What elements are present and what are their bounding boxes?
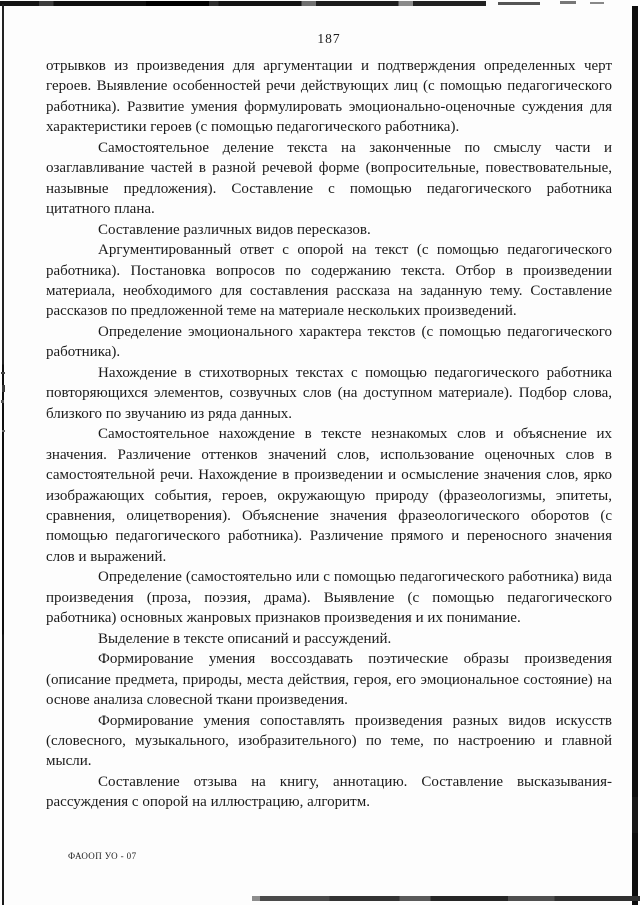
paragraph: Нахождение в стихотворных текстах с помощью педагогического работника повторяющихся элементов, созвучных слов (на доступном материале). Подбор слова, близкого по звучанию из ряда данных. [46,364,612,422]
scan-edge-right [632,6,638,905]
paragraph: Формирование умения сопоставлять произведения разных видов искусств (словесного, музыкального, изобразительного) по теме, по настроению и главной мысли. [46,712,612,770]
scan-speck [1,400,4,403]
paragraph: Составление отзыва на книгу, аннотацию. Составление высказывания-рассуждения с опорой на иллюстрацию, алгоритм. [46,773,612,811]
scan-speck [2,385,5,392]
document-body [46,56,612,813]
paragraph: Самостоятельное деление текста на законченные по смыслу части и озаглавливание частей в разной речевой форме (вопросительные, повествовательные, назывные предложения). Составление с помощью педагогического работника цитатного плана. [46,139,612,218]
scan-edge-top-dash [560,1,576,4]
paragraph: Выделение в тексте описаний и рассуждений. [98,630,392,647]
page-number: 187 [317,31,341,46]
scan-edge-left [2,4,4,905]
paragraph: Определение (самостоятельно или с помощью педагогического работника) вида произведения (проза, поэзия, драма). Выявление (с помощью педагогического работника) основных жанровых признаков произведения и их понимание. [46,569,612,627]
scan-edge-top [0,1,486,6]
scan-edge-bottom [252,896,640,901]
paragraph: Определение эмоционального характера текстов (с помощью педагогического работника). [46,323,612,361]
paragraph: Самостоятельное нахождение в тексте незнакомых слов и объяснение их значения. Различение оттенков значений слов, использование оценочных слов в самостоятельной речи. Нахождение в произведении и осмысление значения слов, ярко изображающих события, героев, окружающую природу (фразеологизмы, эпитеты, сравнения, олицетворения). Объяснение значения фразеологического оборотов (с помощью педагогического работника). Различение прямого и переносного значения слов и выражений. [46,426,612,565]
paragraph: Аргументированный ответ с опорой на текст (с помощью педагогического работника). Постановка вопросов по содержанию текста. Отбор в произведении материала, необходимого для составления рассказа на заданную тему. Составление рассказов по предложенной теме на материале нескольких произведений. [46,242,612,320]
paragraph: отрывков из произведения для аргументации и подтверждения определенных черт героев. Выявление особенностей речи действующих лиц (с помощью педагогического работника). Развитие умения формулировать эмоционально-оценочные суждения для характеристики героев (с помощью педагогического работника). [46,58,612,136]
scan-speck [1,372,5,374]
scan-edge-top-dash [498,2,540,5]
scan-speck [2,430,5,432]
paragraph: Составление различных видов пересказов. [98,221,371,238]
scan-edge-top-dash [590,2,604,4]
footer-document-code: ФАООП УО - 07 [68,851,137,861]
paragraph: Формирование умения воссоздавать поэтические образы произведения (описание предмета, природы, места действия, героя, его эмоциональное состояние) на основе анализа словесной ткани произведения. [46,651,612,709]
